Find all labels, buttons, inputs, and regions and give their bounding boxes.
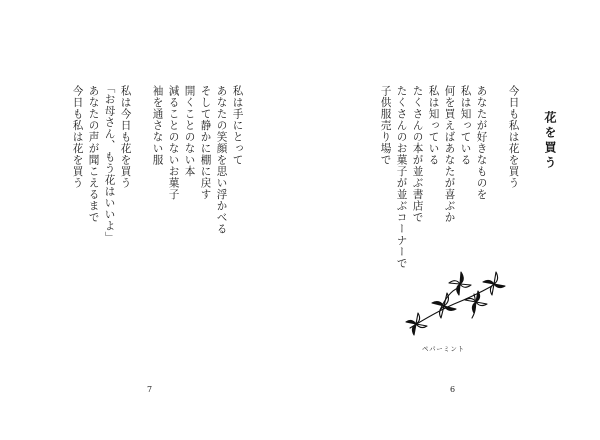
poem-line: 私は知っている — [427, 85, 440, 166]
poem-line: 開くことのない本 — [183, 85, 196, 177]
poem-line: 私は手にとって — [231, 85, 244, 166]
poem-line: 私は知っている — [459, 85, 472, 166]
peppermint-illustration — [396, 262, 516, 342]
poem-line: 今日も私は花を買う — [507, 85, 520, 189]
right-page — [300, 0, 600, 440]
illustration-caption: ペパーミント — [422, 345, 465, 353]
poem-line: そして静かに棚に戻す — [199, 85, 212, 200]
poem-line: あなたの笑顔を思い浮かべる — [215, 85, 228, 235]
poem-line: 子供服売り場で — [379, 85, 392, 166]
poem-title: 花を買う — [543, 111, 557, 171]
poem-line: あなたが好きなものを — [475, 85, 488, 200]
poem-line: 私は今日も花を買う — [119, 85, 132, 189]
poem-line: あなたの声が聞こえるまで — [87, 85, 100, 223]
poem-line: たくさんの本が並ぶ書店で — [411, 85, 424, 223]
poem-line: 袖を通さない服 — [151, 85, 164, 166]
page-number: 7 — [147, 385, 153, 394]
page-number: 6 — [450, 385, 456, 394]
poem-line: 減ることのないお菓子 — [167, 85, 180, 200]
poem-line: 「お母さん、もう花はいいよ」 — [103, 82, 116, 243]
poem-line: 何を買えばあなたが喜ぶか — [443, 85, 456, 223]
poem-line: 今日も私は花を買う — [71, 85, 84, 189]
poem-line: たくさんのお菓子が並ぶコーナーで — [395, 85, 408, 269]
